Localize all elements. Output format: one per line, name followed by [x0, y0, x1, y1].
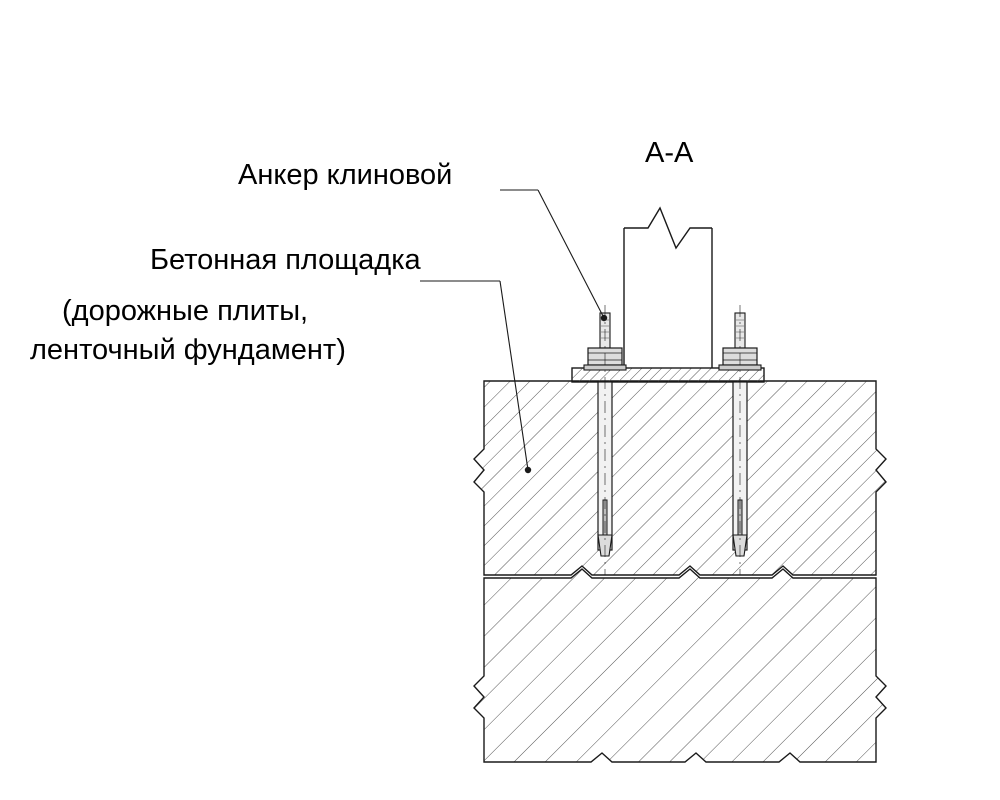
anchor-callout-label: Анкер клиновой: [238, 159, 453, 191]
section-mark-label: А-А: [645, 137, 694, 169]
leader-line-anchor: [500, 190, 607, 321]
concrete-pad-callout-label: Бетонная площадка: [150, 244, 421, 276]
concrete-lower-slab: [474, 569, 886, 762]
concrete-pad-note-line1: (дорожные плиты,: [62, 295, 309, 327]
concrete-upper-slab: [474, 381, 886, 575]
post-profile: [624, 208, 712, 368]
concrete-pad-note-line2: ленточный фундамент): [30, 334, 346, 366]
